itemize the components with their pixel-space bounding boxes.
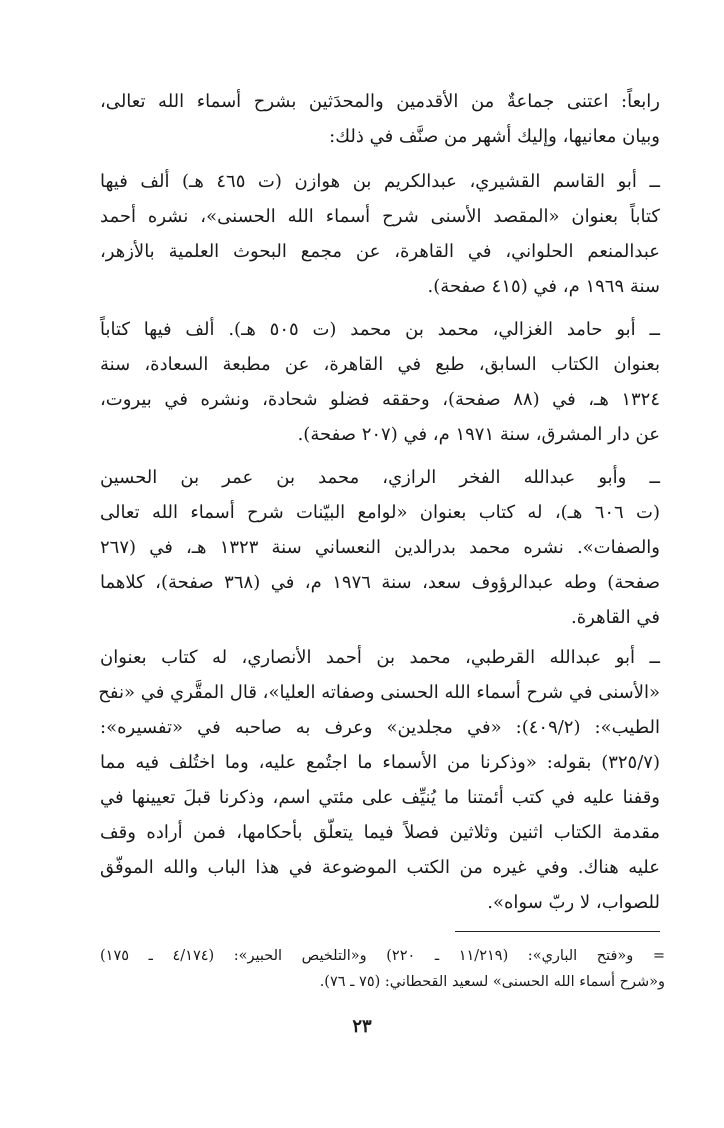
text-line: (ت ٦٠٦ هـ)، له كتاب بعنوان «لوامع البيّنات شرح أسماء الله تعالى <box>100 502 660 523</box>
text-line: وقفنا عليه في كتب أئمتنا ما يُنيِّف على مئتي اسم، وذكرنا قبلَ تعيينها في <box>100 787 660 808</box>
text-line: رابعاً: اعتنى جماعةٌ من الأقدمين والمحدَثين بشرح أسماء الله تعالى، <box>100 91 660 112</box>
text-line: سنة ١٩٦٩ م، في (٤١٥ صفحة). <box>427 276 660 297</box>
footnote-separator <box>455 931 660 932</box>
text-line: الطيب»: (٤٠٩/٢): «في مجلدين» وعرف به صاحبه في «تفسيره»: <box>100 717 660 738</box>
footnote-line: = و«فتح الباري»: (١١/٢١٩ ـ ٢٢٠) و«التلخيص الحبير»: (٤/١٧٤ ـ ١٧٥) <box>100 948 666 964</box>
text-line: ــ أبو حامد الغزالي، محمد بن محمد (ت ٥٠٥ هـ). ألف فيها كتاباً <box>100 319 660 340</box>
text-line: في القاهرة. <box>571 607 660 628</box>
text-line: ــ أبو القاسم القشيري، عبدالكريم بن هوازن (ت ٤٦٥ هـ) ألف فيها <box>100 171 661 192</box>
text-line: والصفات». نشره محمد بدرالدين النعساني سنة ١٣٢٣ هـ، في (٢٦٧ <box>100 537 660 558</box>
text-line: عن دار المشرق، سنة ١٩٧١ م، في (٢٠٧ صفحة). <box>297 424 660 445</box>
page-number: ٢٣ <box>352 1016 372 1037</box>
text-line: ــ أبو عبدالله القرطبي، محمد بن أحمد الأنصاري، له كتاب بعنوان <box>100 647 660 668</box>
footnote-line: و«شرح أسماء الله الحسنى» لسعيد القحطاني: (٧٥ ـ ٧٦). <box>319 974 665 990</box>
text-line: للصواب، لا ربّ سواه». <box>487 892 660 913</box>
paragraph-ghazali <box>100 312 660 452</box>
text-line: «الأسنى في شرح أسماء الله الحسنى وصفاته العليا»، قال المقَّري في «نفح <box>98 682 660 703</box>
text-line: عبدالمنعم الحلواني، في القاهرة، عن مجمع البحوث العلمية بالأزهر، <box>100 241 660 262</box>
paragraph-qushayri <box>100 164 660 304</box>
text-line: كتاباً بعنوان «المقصد الأسنى شرح أسماء الله الحسنى»، نشره أحمد <box>100 206 660 227</box>
text-line: صفحة) وطه عبدالرؤوف سعد، سنة ١٩٧٦ م، في (٣٦٨ صفحة)، كلاهما <box>100 572 660 593</box>
text-line: (٣٢٥/٧) بقوله: «وذكرنا من الأسماء ما اجتُمع عليه، وما اختُلف فيه مما <box>100 752 660 773</box>
text-line: عليه هناك. وفي غيره من الكتب الموضوعة في هذا الباب والله الموفّق <box>100 857 660 878</box>
text-line: وبيان معانيها، وإليك أشهر من صنَّف في ذلك: <box>329 126 660 147</box>
text-line: مقدمة الكتاب اثنين وثلاثين فصلاً فيما يتعلّق بأحكامها، فمن أراده وقف <box>100 822 660 843</box>
paragraph-razi <box>100 460 660 635</box>
paragraph-qurtubi <box>100 640 660 920</box>
footnote <box>100 943 665 995</box>
text-line: ــ وأبو عبدالله الفخر الرازي، محمد بن عمر بن الحسين <box>100 467 660 488</box>
text-line: بعنوان الكتاب السابق، طبع في القاهرة، عن مطبعة السعادة، سنة <box>100 354 660 375</box>
paragraph-intro <box>100 84 660 154</box>
text-line: ١٣٢٤ هـ، في (٨٨ صفحة)، وحققه فضلو شحادة، ونشره في بيروت، <box>100 389 660 410</box>
